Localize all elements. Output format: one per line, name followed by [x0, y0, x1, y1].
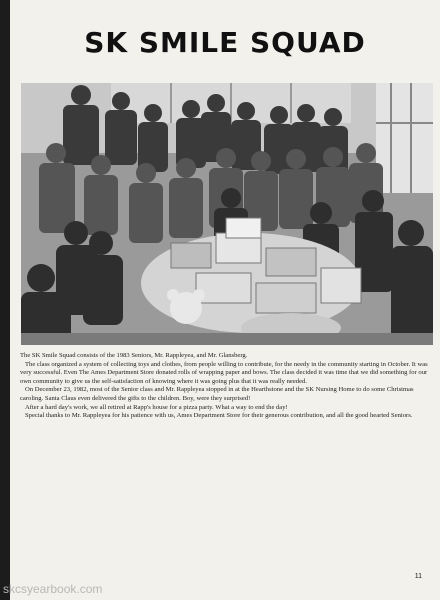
page-title: SK SMILE SQUAD [84, 26, 366, 59]
yearbook-page [10, 0, 440, 600]
watermark: skcsyearbook.com [3, 582, 103, 596]
caption-paragraph: The SK Smile Squad consists of the 1983 Seniors, Mr. Rappleyea, and Mr. Glansberg. [20, 352, 248, 359]
photo-caption [20, 352, 432, 421]
page-number: 11 [414, 573, 422, 580]
caption-paragraph: On December 23, 1982, most of the Senior class and Mr. Rappleyea stopped in at the Hearthstone and the SK Nursing Home to do some Christmas caroling. Santa Claus even delivered the gifts to the children. Boy, were they surprised! [20, 386, 414, 402]
caption-paragraph: After a hard day's work, we all retired at Rapp's house for a pizza party. What a way to end the day! [25, 403, 288, 411]
caption-paragraph: Special thanks to Mr. Rappleyea for his patience with us, Ames Department Store for their generous contribution, and all the good hearted Seniors. [25, 412, 413, 420]
caption-paragraph: The class organized a system of collecting toys and clothes, from people willing to contribute, for the needy in the community starting in October. It was very successful. Even The Ames Department Store donated rolls of wrapping paper and bows. The class decided it was time that we did something for our own community to give us the self-satisfaction of knowing where it was going plus that it was really needed. [20, 360, 428, 385]
group-photo [21, 83, 433, 345]
